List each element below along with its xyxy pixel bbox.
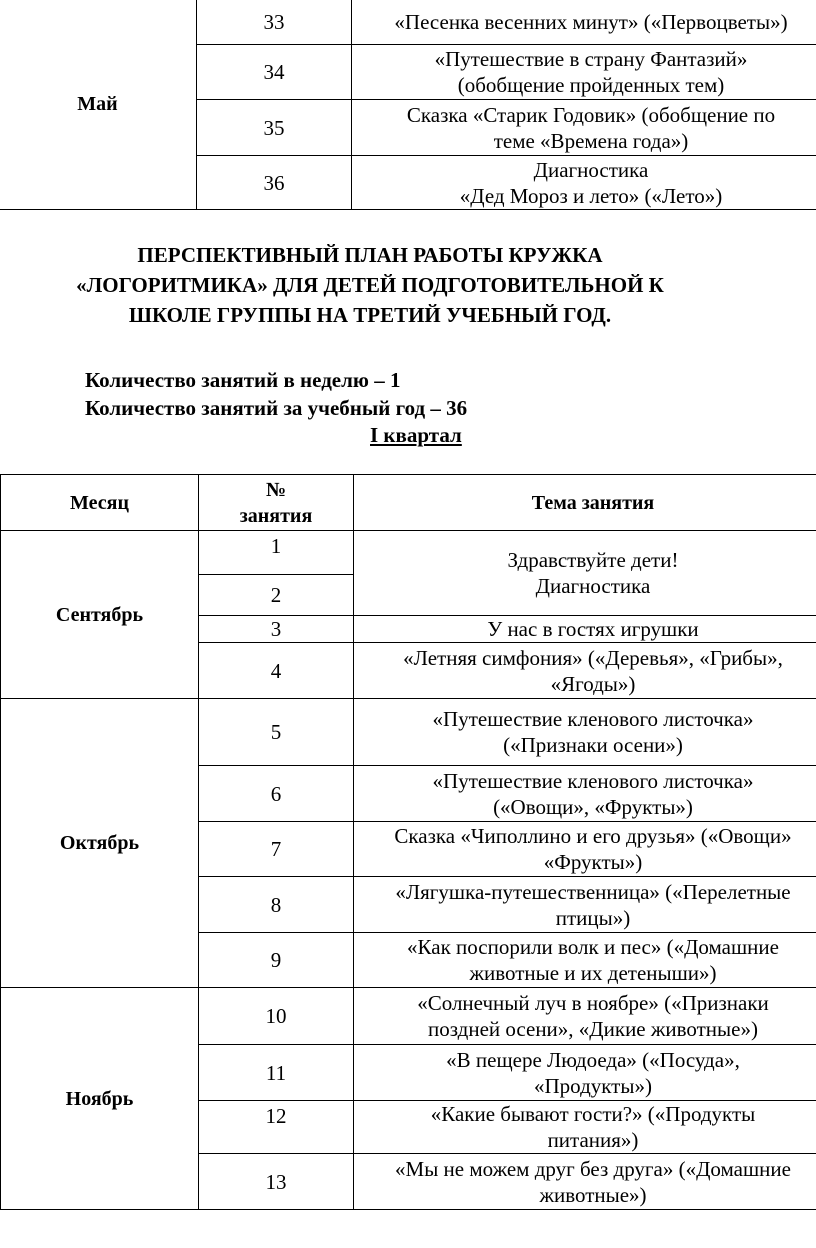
lesson-number: 35 — [197, 100, 352, 156]
lesson-topic: «Солнечный луч в ноябре» («Признаки поздней осени», «Дикие животные») — [354, 988, 816, 1045]
lesson-topic: Сказка «Чиполлино и его друзья» («Овощи» «Фрукты») — [354, 822, 816, 877]
lesson-number: 5 — [199, 699, 354, 766]
lesson-number: 13 — [199, 1154, 354, 1210]
lesson-number: 7 — [199, 822, 354, 877]
lessons-per-week: Количество занятий в неделю – 1 — [85, 368, 401, 392]
month-may: Май — [0, 0, 197, 210]
lesson-number: 6 — [199, 766, 354, 822]
lesson-topic: У нас в гостях игрушки — [354, 616, 816, 643]
quarter-label: I квартал — [370, 423, 462, 447]
month-november: Ноябрь — [1, 988, 199, 1210]
lesson-number: 11 — [199, 1045, 354, 1101]
header-topic: Тема занятия — [354, 475, 816, 531]
lesson-number: 9 — [199, 933, 354, 988]
lesson-number: 8 — [199, 877, 354, 933]
may-table — [0, 0, 816, 210]
header-month: Месяц — [1, 475, 199, 531]
lesson-number: 2 — [199, 575, 354, 616]
lesson-number: 34 — [197, 45, 352, 100]
lesson-topic: Здравствуйте дети! Диагностика — [354, 531, 816, 616]
lesson-topic: «Мы не можем друг без друга» («Домашние животные») — [354, 1154, 816, 1210]
lesson-number: 10 — [199, 988, 354, 1045]
lesson-number: 4 — [199, 643, 354, 699]
month-september: Сентябрь — [1, 531, 199, 699]
plan-table — [0, 474, 816, 1210]
lesson-topic: «В пещере Людоеда» («Посуда», «Продукты») — [354, 1045, 816, 1101]
lesson-topic: Диагностика «Дед Мороз и лето» («Лето») — [352, 156, 816, 210]
lesson-number: 3 — [199, 616, 354, 643]
month-october: Октябрь — [1, 699, 199, 988]
plan-heading — [0, 240, 740, 330]
lesson-topic: «Лягушка-путешественница» («Перелетные птицы») — [354, 877, 816, 933]
lesson-number: 12 — [199, 1101, 354, 1154]
lesson-topic: «Путешествие в страну Фантазий» (обобщение пройденных тем) — [352, 45, 816, 100]
lesson-number: 1 — [199, 531, 354, 575]
header-row — [1, 475, 816, 531]
lessons-per-year: Количество занятий за учебный год – 36 — [85, 396, 468, 420]
heading-line: ШКОЛЕ ГРУППЫ НА ТРЕТИЙ УЧЕБНЫЙ ГОД. — [128, 303, 612, 327]
lesson-topic: «Как поспорили волк и пес» («Домашние животные и их детеныши») — [354, 933, 816, 988]
heading-line: «ЛОГОРИТМИКА» ДЛЯ ДЕТЕЙ ПОДГОТОВИТЕЛЬНОЙ К — [76, 273, 664, 297]
lesson-topic: «Путешествие кленового листочка» («Овощи», «Фрукты») — [354, 766, 816, 822]
lesson-topic: «Летняя симфония» («Деревья», «Грибы», «Ягоды») — [354, 643, 816, 699]
lesson-topic: «Песенка весенних минут» («Первоцветы») — [352, 0, 816, 45]
lesson-topic: Сказка «Старик Годовик» (обобщение по теме «Времена года») — [352, 100, 816, 156]
lesson-number: 36 — [197, 156, 352, 210]
lesson-number: 33 — [197, 0, 352, 45]
heading-line: ПЕРСПЕКТИВНЫЙ ПЛАН РАБОТЫ КРУЖКА — [137, 243, 603, 267]
lesson-topic: «Какие бывают гости?» («Продукты питания») — [354, 1101, 816, 1154]
lesson-topic: «Путешествие кленового листочка» («Признаки осени») — [354, 699, 816, 766]
header-lesson-number: № занятия — [199, 475, 354, 531]
